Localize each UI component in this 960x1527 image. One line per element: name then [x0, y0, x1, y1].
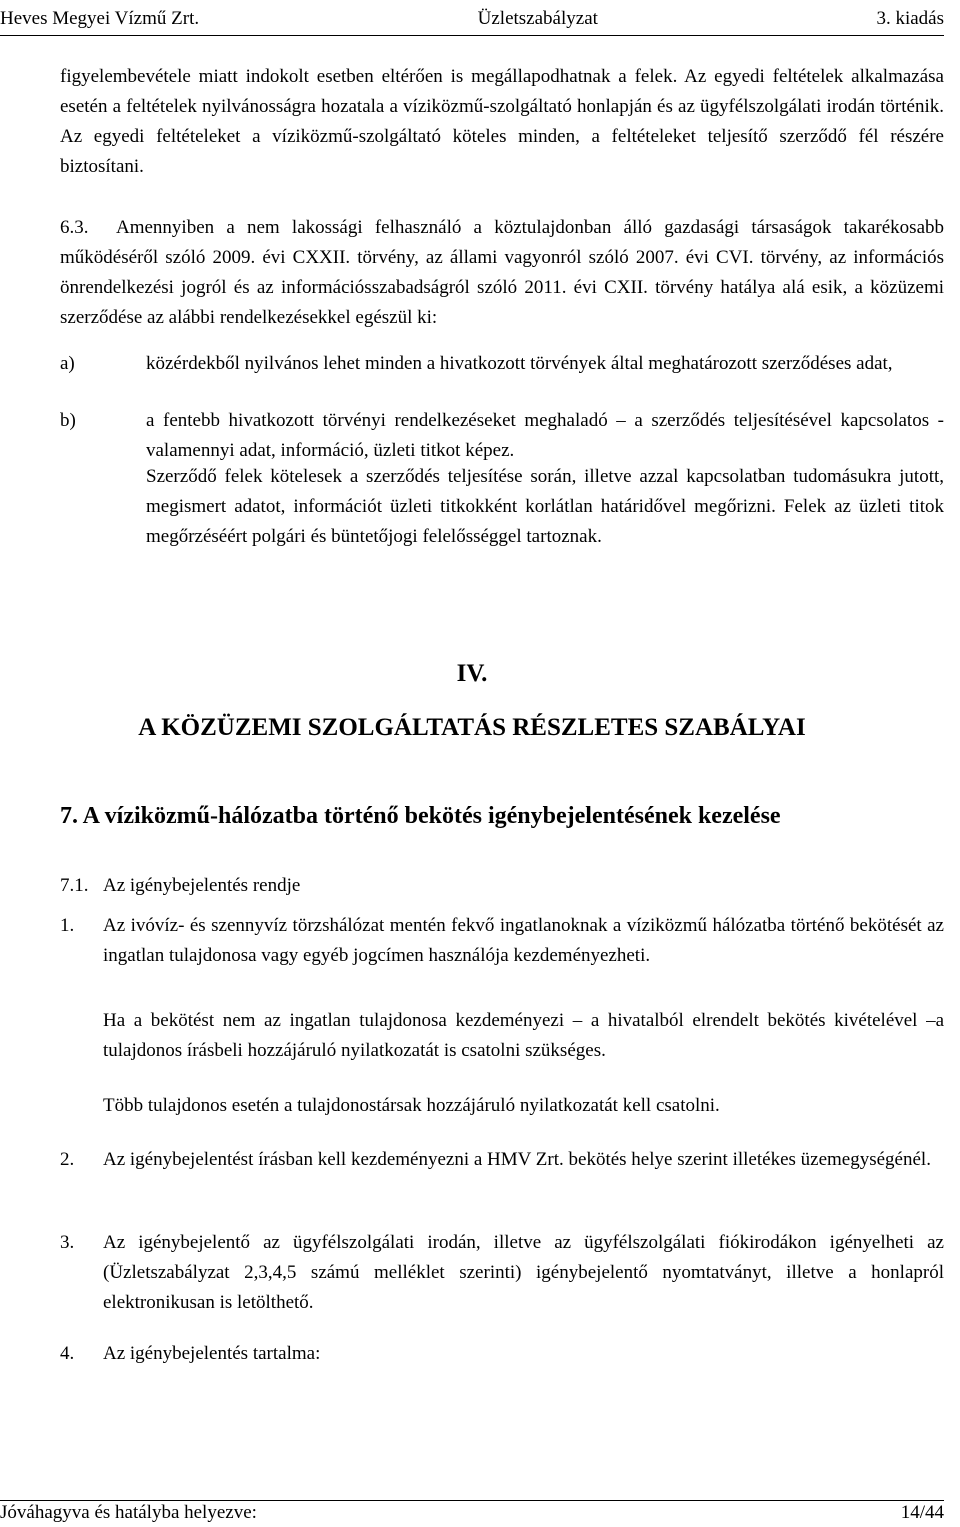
- header-edition: 3. kiadás: [876, 8, 944, 29]
- item-text: Az ivóvíz- és szennyvíz törzshálózat mentén fekvő ingatlanoknak a víziközmű hálózatba történő bekötését az ingatlan tulajdonosa vagy egyéb jogcímen használója kezdeményezheti.: [103, 915, 944, 966]
- section-text: Amennyiben a nem lakossági felhasználó a köztulajdonban álló gazdasági társaságok takarékosabb működéséről szóló 2009. évi CXXII. törvény, az állami vagyonról szóló 2007. évi CVI. törvény, az információs önrendelkezési jogról és az információsszabadságról szóló 2011. évi CXII. törvény hatálya alá esik, a közüzemi szerződése az alábbi rendelkezésekkel egészül ki:: [60, 217, 944, 328]
- subsection-number: 7.1.: [60, 875, 89, 896]
- list-label: a): [60, 353, 75, 374]
- footer-page-number: 14/44: [900, 1502, 944, 1523]
- header-company: Heves Megyei Vízmű Zrt.: [0, 8, 200, 29]
- paragraph-confidentiality: Szerződő felek kötelesek a szerződés teljesítése során, illetve azzal kapcsolatban tudomásukra jutott, megismert adatot, információt üzleti titkokként korlátlan határidővel megőrizni. Felek az üzleti titok megőrzéséért polgári és büntetőjogi felelősséggel tartoznak.: [146, 466, 944, 547]
- item-1-extra-sentence: Több tulajdonos esetén a tulajdonostársak hozzájáruló nyilatkozatát kell csatolni.: [103, 1095, 720, 1116]
- section-7-heading: 7. A víziközmű-hálózatba történő bekötés igénybejelentésének kezelése: [60, 803, 781, 829]
- subsection-title: Az igénybejelentés rendje: [103, 875, 301, 896]
- paragraph-individual-terms: figyelembevétele miatt indokolt esetben eltérően is megállapodhatnak a felek. Az egyedi feltételek alkalmazása esetén a feltételek nyilvánosságra hozatala a víziközmű-szolgáltató honlapján és az ügyfélszolgálati irodán történik. Az egyedi feltételeket a víziközmű-szolgáltató köteles minden, a feltételeket teljesítő szerződő fél részére biztosítani.: [60, 66, 944, 177]
- numbered-item-4: [60, 1339, 944, 1369]
- page-header: [0, 0, 944, 36]
- item-label: 3.: [60, 1232, 75, 1253]
- list-item-a: [60, 349, 944, 379]
- header-document-title: Üzletszabályzat: [477, 8, 598, 29]
- item-1-extra-paragraph: Ha a bekötést nem az ingatlan tulajdonosa kezdeményezi – a hivatalból elrendelt bekötés kivételével –a tulajdonos írásbeli hozzájáruló nyilatkozatát is csatolni szükséges.: [103, 1010, 944, 1061]
- list-item-b: [60, 406, 944, 466]
- part-title: A KÖZÜZEMI SZOLGÁLTATÁS RÉSZLETES SZABÁLYAI: [138, 714, 806, 741]
- section-6-3: [60, 213, 944, 333]
- numbered-item-1: [60, 911, 944, 971]
- list-label: b): [60, 410, 76, 431]
- part-number: IV.: [456, 660, 488, 687]
- numbered-item-3: [60, 1228, 944, 1318]
- item-text: Az igénybejelentés tartalma:: [103, 1343, 321, 1364]
- item-text: Az igénybejelentést írásban kell kezdeményezni a HMV Zrt. bekötés helye szerint illetékes üzemegységénél.: [103, 1149, 931, 1170]
- numbered-item-2: [60, 1145, 944, 1175]
- list-text: a fentebb hivatkozott törvényi rendelkezéseket meghaladó – a szerződés teljesítésével kapcsolatos - valamennyi adat, információ, üzleti titkot képez.: [146, 410, 944, 461]
- item-label: 4.: [60, 1343, 75, 1364]
- list-text: közérdekből nyilvános lehet minden a hivatkozott törvények által meghatározott szerződéses adat,: [146, 353, 893, 374]
- item-text: Az igénybejelentő az ügyfélszolgálati irodán, illetve az ügyfélszolgálati fiókirodákon igényelheti az (Üzletszabályzat 2,3,4,5 számú melléklet szerinti) igénybejelentő nyomtatványt, illetve a honlapról elektronikusan is letölthető.: [103, 1232, 944, 1313]
- subsection-7-1-heading: [60, 871, 301, 901]
- item-label: 1.: [60, 915, 75, 936]
- page-footer: [0, 1500, 944, 1527]
- section-number: 6.3.: [60, 217, 89, 238]
- footer-approval-label: Jóváhagyva és hatályba helyezve:: [0, 1502, 257, 1523]
- item-label: 2.: [60, 1149, 75, 1170]
